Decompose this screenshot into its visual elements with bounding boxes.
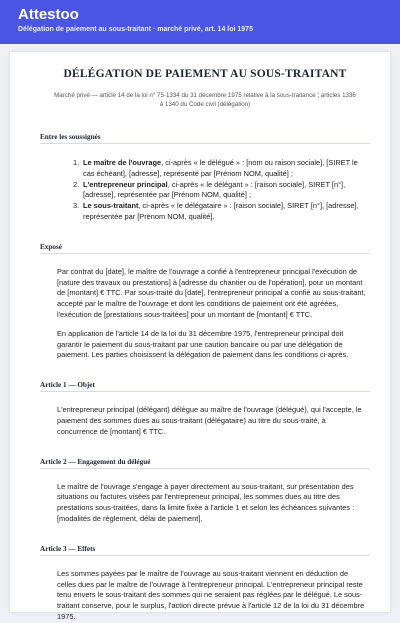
app-title: Attestoo xyxy=(18,6,79,23)
paragraph: En application de l'article 14 de la loi du 31 décembre 1975, l'entrepreneur principal doit garantir le paiement du sous-traitant par une caution bancaire ou par une délégation de paiement. Les parties choisissent la délégation de paiement dans les conditions ci-après. xyxy=(57,328,349,360)
paragraph: Par contrat du [date], le maître de l'ouvrage a confié à l'entrepreneur principal l'exécution de [nature des travaux ou prestations] à [adresse du chantier ou de l'opération], pour un montant de [montant] € TTC. Par sous-traité du [date], l'entrepreneur principal a confié au sous-traitant, accepté par le maître de l'ouvrage et dont les conditions de paiement ont été agréées, l'exécution de [prestations sous-traitées] pour un montant de [montant] € TTC. xyxy=(57,266,366,319)
parties-list xyxy=(73,158,366,223)
party-details: , ci-après « le délégataire » : [raison sociale], SIRET [n°], [adresse], représentée par [Prénom NOM, qualité]. xyxy=(83,201,359,221)
document-title: DÉLÉGATION DE PAIEMENT AU SOUS-TRAITANT xyxy=(63,68,347,80)
party-number: 3. xyxy=(73,201,80,211)
section-body-article-2 xyxy=(57,482,366,525)
document-page xyxy=(10,52,390,621)
section-body-expose xyxy=(57,267,366,361)
paragraph: Les sommes payées par le maître de l'ouvrage au sous-traitant viennent en déduction de celles dues par le maître de l'ouvrage à l'entrepreneur principal. L'entrepreneur principal reste tenu envers le sous-traitant des sommes qui ne seraient pas réglées par le délégué. Le sous-traitant conserve, pour le surplus, l'action directe prévue à l'article 12 de la loi du 31 décembre 1975. xyxy=(57,568,365,621)
section-heading-article-2: Article 2 — Engagement du délégué xyxy=(40,458,370,469)
section-heading-article-3: Article 3 — Effets xyxy=(40,545,370,556)
paragraph: L'entrepreneur principal (délégant) délègue au maître de l'ouvrage (délégué), qui l'accepte, le paiement des sommes dues au sous-traitant (délégataire) au titre du sous-traité, à concurrence de [montant] € TTC. xyxy=(57,405,362,436)
section-body-article-3 xyxy=(57,569,366,623)
section-body-article-1 xyxy=(57,405,366,437)
paragraph: Le maître de l'ouvrage s'engage à payer directement au sous-traitant, sur présentation des situations ou factures visées par l'entrepreneur principal, les sommes dues au titre des prestations sous-traitées, dans la limite fixée à l'article 1 et selon les échéances suivantes : [modalités de règlement, délai de paiement]. xyxy=(57,481,355,523)
party-item xyxy=(73,201,366,223)
party-number: 2. xyxy=(73,179,80,189)
app-subtitle: Délégation de paiement au sous-traitant · marché privé, art. 14 loi 1975 xyxy=(18,26,253,33)
app-header xyxy=(0,0,400,44)
party-item xyxy=(73,180,366,202)
party-role: Le sous-traitant xyxy=(83,201,139,211)
party-details: , ci-après « le délégué » : [nom ou raison sociale], [SIRET le cas échéant], [adresse], représenté par [Prénom NOM, qualité] ; xyxy=(83,158,358,178)
document-reference: Marché privé — article 14 de la loi n° 75-1334 du 31 décembre 1975 relative à la sous-traitance ; articles 1336 à 1340 du Code civil (délégation) xyxy=(54,92,356,108)
party-details: , ci-après « le délégant » : [raison sociale], SIRET [n°], [adresse], représentée par [Prénom NOM, qualité] ; xyxy=(83,179,346,200)
party-item xyxy=(73,158,366,180)
section-heading-article-1: Article 1 — Objet xyxy=(40,381,370,392)
party-role: L'entrepreneur principal xyxy=(83,179,168,189)
parties-heading: Entre les soussignés xyxy=(40,133,370,144)
party-role: Le maître de l'ouvrage xyxy=(83,158,162,167)
party-number: 1. xyxy=(73,158,80,167)
section-heading-expose: Exposé xyxy=(40,243,370,254)
